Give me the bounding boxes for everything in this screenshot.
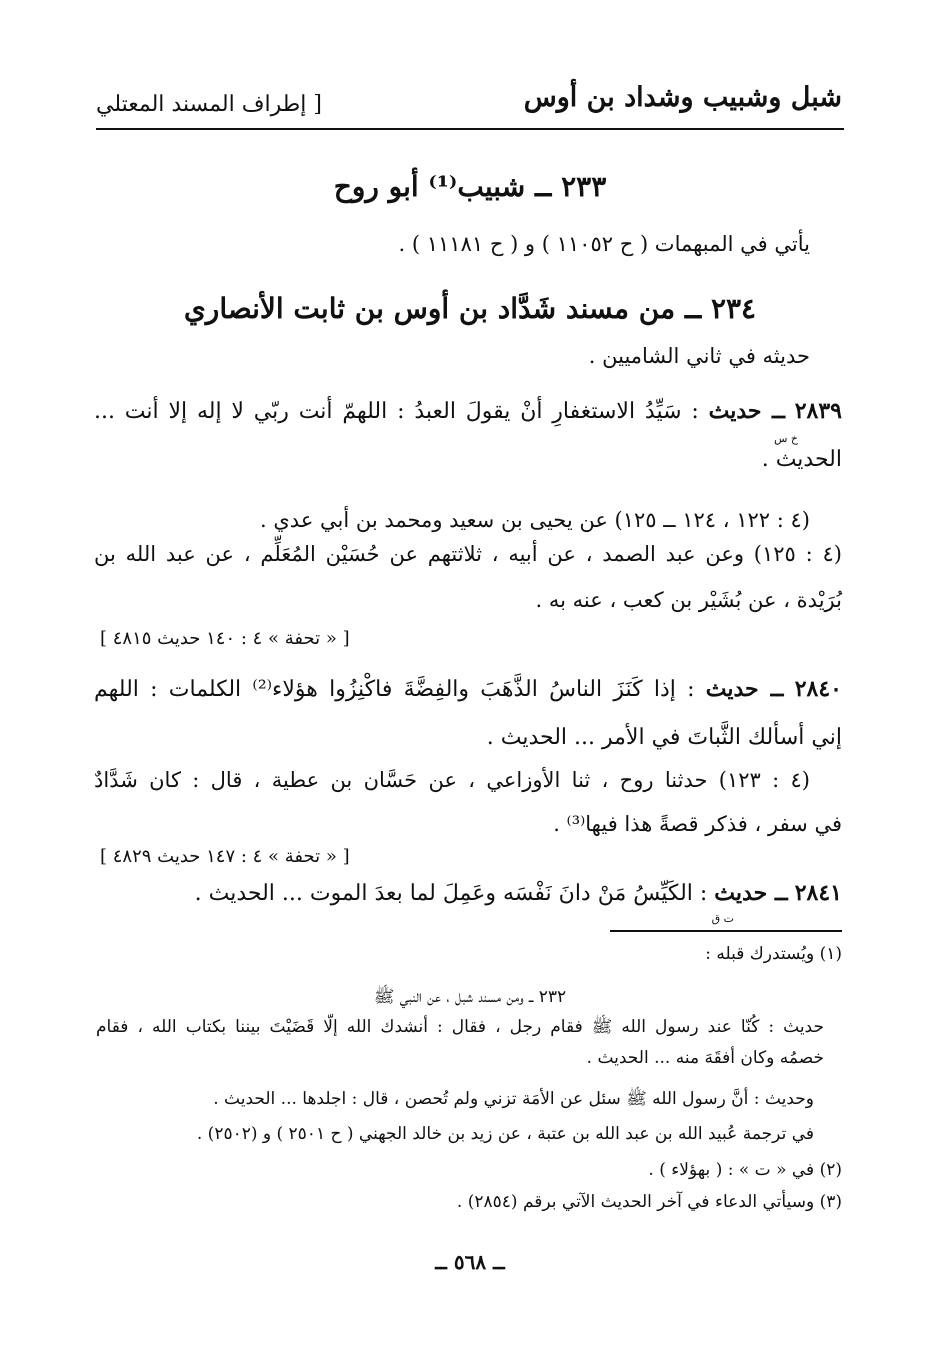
footnote-1-line-3: وحديث : أنَّ رسول الله ﷺ سئل عن الأمَة تزني ولم تُحصن ، قال : اجلدها ... الحديث . xyxy=(213,1089,814,1109)
footnote-3: (٣) وسيأتي الدعاء في آخر الحديث الآتي برقم (٢٨٥٤) . xyxy=(456,1192,842,1212)
hadith-2841-rumuz: ت ق xyxy=(711,912,734,925)
footnote-1-line-1: حديث : كُنّا عند رسول الله ﷺ فقام رجل ، فقال : أنشدك الله إلّا قَضَيْتَ بيننا بكتاب الله ، فقام xyxy=(96,1017,824,1037)
hadith-2841-line-1: ٢٨٤١ ــ حديث : الكَيِّسُ مَنْ دانَ نَفْسَه وعَمِلَ لما بعدَ الموت ... الحديث . xyxy=(194,880,842,906)
hadith-2840-ref-2: في سفر ، فذكر قصةً هذا فيها⁽³⁾ . xyxy=(553,812,842,836)
hadith-text: : إذا كَنَزَ الناسُ الذَّهَبَ والفِضَّةَ فاكْنِزُوا هؤلاء⁽²⁾ الكلمات : اللهم xyxy=(94,677,695,702)
section-heading-234: ٢٣٤ ــ من مسند شَدَّاد بن أوس بن ثابت الأنصاري xyxy=(183,292,757,325)
hadith-2839-line-2: الحديث . xyxy=(761,447,842,472)
hadith-2839-ref-1: (٤ : ١٢٢ ، ١٢٤ ــ ١٢٥) عن يحيى بن سعيد ومحمد بن أبي عدي . xyxy=(260,508,810,532)
hadith-2839-ref-3: بُرَيْدة ، عن بُشَيْر بن كعب ، عنه به . xyxy=(535,588,842,612)
running-header-section-title: شبل وشبيب وشداد بن أوس xyxy=(523,82,842,113)
footnote-1: (١) ويُستدرك قبله : xyxy=(705,944,842,964)
running-header-book-title: [ إطراف المسند المعتلي xyxy=(96,92,322,117)
hadith-number: ٢٨٤١ xyxy=(794,880,842,906)
hadith-number: ٢٨٣٩ xyxy=(794,398,842,424)
hadith-2840-tuhfa: [ « تحفة » ٤ : ١٤٧ حديث ٤٨٢٩ ] xyxy=(100,846,350,867)
hadith-label: حديث xyxy=(708,398,762,424)
section-heading-233: ٢٣٣ ــ شبيب⁽¹⁾ أبو روح xyxy=(333,170,607,203)
hadith-2839-ref-2: (٤ : ١٢٥) وعن عبد الصمد ، عن أبيه ، ثلاثتهم عن حُسَيْن المُعَلِّم ، عن عبد الله بن xyxy=(94,542,842,566)
hadith-2840-ref-1: (٤ : ١٢٣) حدثنا روح ، ثنا الأوزاعي ، عن حَسَّان بن عطية ، قال : كان شَدَّادٌ xyxy=(94,768,810,792)
hadith-2839-line-1: ٢٨٣٩ ــ حديث : سَيِّدُ الاستغفارِ أنْ يقولَ العبدُ : اللهمّ أنت ربّي لا إله إلا أنت ... xyxy=(94,398,842,424)
footnote-1-subheading: ٢٣٢ ــ ومن مسند شبل ، عن النبي ﷺ xyxy=(373,987,567,1007)
section-234-line: حديثه في ثاني الشاميين . xyxy=(588,344,810,368)
page-number: ــ ٥٦٨ ــ xyxy=(435,1250,505,1274)
hadith-2839-tuhfa: [ « تحفة » ٤ : ١٤٠ حديث ٤٨١٥ ] xyxy=(100,628,350,649)
hadith-2840-line-2: إني أسألك الثَّباتَ في الأمر ... الحديث . xyxy=(486,725,842,750)
hadith-label: حديث xyxy=(705,676,759,702)
footnote-2: (٢) في « ت » : ( بهؤلاء ) . xyxy=(648,1160,842,1180)
hadith-2840-line-1: ٢٨٤٠ ــ حديث : إذا كَنَزَ الناسُ الذَّهَبَ والفِضَّةَ فاكْنِزُوا هؤلاء⁽²⁾ الكلمات : اللهم xyxy=(94,676,842,702)
hadith-text: : الكَيِّسُ مَنْ دانَ نَفْسَه وعَمِلَ لما بعدَ الموت ... الحديث . xyxy=(194,881,708,906)
footnote-rule xyxy=(610,930,842,932)
section-233-line: يأتي في المبهمات ( ح ١١٠٥٢ ) و ( ح ١١١٨١ ) . xyxy=(398,232,810,256)
hadith-label: حديث xyxy=(714,880,768,906)
hadith-text: : سَيِّدُ الاستغفارِ أنْ يقولَ العبدُ : اللهمّ أنت ربّي لا إله إلا أنت ... xyxy=(94,399,699,424)
header-rule xyxy=(96,128,844,130)
footnote-1-line-2: خصمُه وكان أفقَهَ منه ... الحديث . xyxy=(586,1048,824,1068)
hadith-2839-rumuz: خ س xyxy=(773,432,798,445)
footnote-1-line-4: في ترجمة عُبيد الله بن عبد الله بن عتبة ، عن زيد بن خالد الجهني ( ح ٢٥٠١ ) و (٢٥٠٢) . xyxy=(196,1124,814,1144)
hadith-number: ٢٨٤٠ xyxy=(794,676,842,702)
